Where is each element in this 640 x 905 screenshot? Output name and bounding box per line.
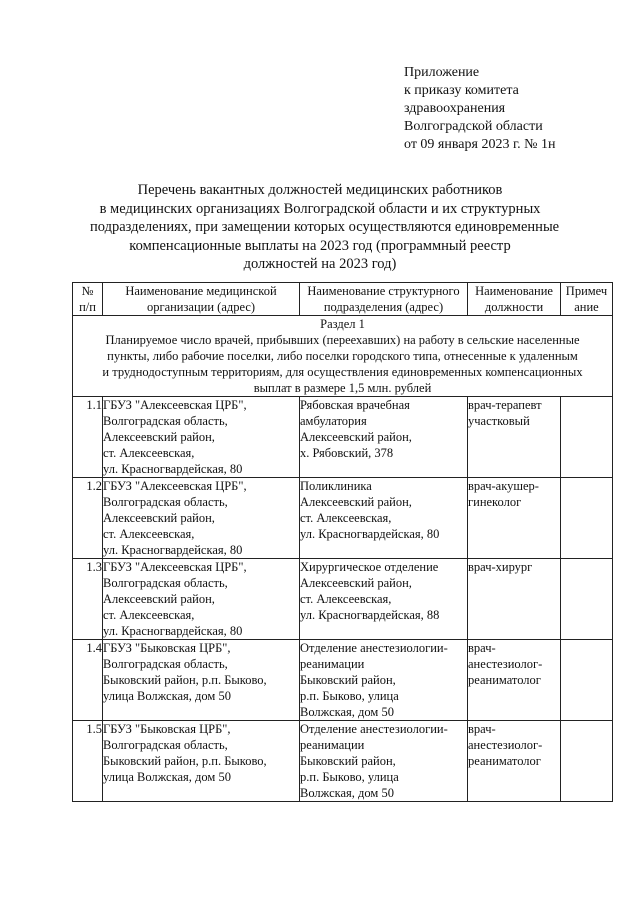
appendix-line: к приказу комитета [404, 83, 519, 98]
position-cell [468, 478, 561, 559]
position-cell-line: анестезиолог- [468, 738, 543, 752]
note-cell [561, 721, 613, 802]
row-number-text: 1.5 [86, 722, 102, 736]
organization-cell-line: ГБУЗ "Алексеевская ЦРБ", [103, 560, 247, 574]
organization-cell [103, 397, 300, 478]
appendix-line: Волгоградской области [404, 119, 543, 134]
unit-cell-line: х. Рябовский, 378 [300, 446, 394, 460]
organization-cell-line: ул. Красногвардейская, 80 [103, 624, 243, 638]
organization-cell-line: ст. Алексеевская, [103, 608, 195, 622]
unit-cell-line: Алексеевский район, [300, 495, 412, 509]
header-organization [103, 283, 300, 316]
organization-cell-line: ГБУЗ "Алексеевская ЦРБ", [103, 398, 247, 412]
organization-cell-line: Алексеевский район, [103, 511, 215, 525]
table-header-row [73, 283, 613, 316]
unit-cell-line: Быковский район, [300, 754, 396, 768]
unit-cell-line: ул. Красногвардейская, 88 [300, 608, 440, 622]
organization-cell [103, 478, 300, 559]
header-position [468, 283, 561, 316]
section-line: и труднодоступным территориям, для осуществления единовременных компенсационных [102, 365, 583, 379]
organization-cell-line: ул. Красногвардейская, 80 [103, 462, 243, 476]
unit-cell [300, 478, 468, 559]
unit-cell [300, 640, 468, 721]
header-text: ание [574, 300, 599, 314]
section-line: пункты, либо рабочие поселки, либо поселки городского типа, отнесенные к удаленным [107, 349, 578, 363]
unit-cell-line: ст. Алексеевская, [300, 511, 392, 525]
appendix-line: Приложение [404, 65, 480, 80]
title-line: Перечень вакантных должностей медицинских работников [137, 182, 503, 198]
appendix-block [404, 64, 555, 154]
unit-cell-line: р.п. Быково, улица [300, 689, 399, 703]
unit-cell-line: Отделение анестезиологии- [300, 722, 448, 736]
unit-cell-line: Быковский район, [300, 673, 396, 687]
organization-cell-line: Волгоградская область, [103, 495, 228, 509]
table-row [73, 721, 613, 802]
header-note [561, 283, 613, 316]
unit-cell [300, 559, 468, 640]
unit-cell-line: Волжская, дом 50 [300, 786, 394, 800]
table-row [73, 397, 613, 478]
table-row [73, 559, 613, 640]
organization-cell-line: ст. Алексеевская, [103, 527, 195, 541]
organization-cell-line: Волгоградская область, [103, 414, 228, 428]
organization-cell-line: ГБУЗ "Алексеевская ЦРБ", [103, 479, 247, 493]
header-text: Наименование [475, 284, 553, 298]
header-unit [300, 283, 468, 316]
header-num [73, 283, 103, 316]
header-text: Примеч [565, 284, 608, 298]
position-cell [468, 559, 561, 640]
organization-cell-line: Быковский район, р.п. Быково, [103, 754, 267, 768]
organization-cell-line: улица Волжская, дом 50 [103, 689, 231, 703]
note-cell [561, 640, 613, 721]
organization-cell [103, 640, 300, 721]
unit-cell [300, 397, 468, 478]
organization-cell-line: ст. Алексеевская, [103, 446, 195, 460]
unit-cell-line: Поликлиника [300, 479, 372, 493]
header-text: подразделения (адрес) [323, 300, 444, 314]
organization-cell-line: ГБУЗ "Быковская ЦРБ", [103, 641, 231, 655]
title-line: подразделениях, при замещении которых осуществляются единовременные [90, 219, 560, 235]
unit-cell-line: Алексеевский район, [300, 430, 412, 444]
position-cell-line: врач- [468, 641, 496, 655]
unit-cell-line: реанимации [300, 657, 365, 671]
row-number-text: 1.3 [86, 560, 102, 574]
note-cell [561, 559, 613, 640]
unit-cell-line: реанимации [300, 738, 365, 752]
row-number-text: 1.4 [86, 641, 102, 655]
position-cell-line: врач-акушер- [468, 479, 539, 493]
unit-cell-line: р.п. Быково, улица [300, 770, 399, 784]
header-text: организации (адрес) [146, 300, 256, 314]
organization-cell-line: ул. Красногвардейская, 80 [103, 543, 243, 557]
table-row [73, 478, 613, 559]
header-text: № [81, 284, 94, 298]
row-number [73, 640, 103, 721]
row-number [73, 559, 103, 640]
organization-cell [103, 721, 300, 802]
position-cell [468, 721, 561, 802]
position-cell-line: анестезиолог- [468, 657, 543, 671]
row-number-text: 1.1 [86, 398, 102, 412]
unit-cell-line: Хирургическое отделение [300, 560, 439, 574]
position-cell [468, 397, 561, 478]
organization-cell-line: Волгоградская область, [103, 657, 228, 671]
organization-cell-line: Алексеевский район, [103, 430, 215, 444]
position-cell-line: участковый [468, 414, 530, 428]
header-text: Наименование медицинской [125, 284, 277, 298]
position-cell [468, 640, 561, 721]
organization-cell-line: Быковский район, р.п. Быково, [103, 673, 267, 687]
row-number [73, 397, 103, 478]
note-cell [561, 478, 613, 559]
table-row [73, 640, 613, 721]
row-number [73, 478, 103, 559]
row-number [73, 721, 103, 802]
organization-cell-line: улица Волжская, дом 50 [103, 770, 231, 784]
row-number-text: 1.2 [86, 479, 102, 493]
organization-cell-line: ГБУЗ "Быковская ЦРБ", [103, 722, 231, 736]
section-line: Планируемое число врачей, прибывших (переехавших) на работу в сельские населенные [105, 333, 580, 347]
unit-cell-line: Отделение анестезиологии- [300, 641, 448, 655]
section-description [73, 316, 613, 397]
title-line: компенсационные выплаты на 2023 год (программный реестр [129, 237, 511, 254]
section-row [73, 316, 613, 397]
unit-cell-line: Рябовская врачебная [300, 398, 410, 412]
appendix-line: от 09 января 2023 г. № 1н [404, 137, 556, 152]
organization-cell-line: Волгоградская область, [103, 576, 228, 590]
organization-cell-line: Алексеевский район, [103, 592, 215, 606]
position-cell-line: реаниматолог [468, 754, 541, 768]
appendix-line: здравоохранения [404, 101, 506, 116]
header-text: Наименование структурного [307, 284, 460, 298]
unit-cell-line: ст. Алексеевская, [300, 592, 392, 606]
position-cell-line: врач-хирург [468, 560, 533, 574]
section-line: выплат в размере 1,5 млн. рублей [253, 381, 432, 395]
section-line: Раздел 1 [320, 317, 365, 331]
organization-cell [103, 559, 300, 640]
header-text: п/п [79, 300, 96, 314]
title-line: должностей на 2023 год) [243, 256, 397, 272]
unit-cell-line: амбулатория [300, 414, 367, 428]
title-line: в медицинских организациях Волгоградской области и их структурных [99, 200, 541, 217]
note-cell [561, 397, 613, 478]
unit-cell-line: ул. Красногвардейская, 80 [300, 527, 440, 541]
header-text: должности [484, 300, 544, 314]
position-cell-line: врач- [468, 722, 496, 736]
unit-cell-line: Волжская, дом 50 [300, 705, 394, 719]
positions-table [72, 282, 613, 802]
unit-cell-line: Алексеевский район, [300, 576, 412, 590]
unit-cell [300, 721, 468, 802]
position-cell-line: реаниматолог [468, 673, 541, 687]
position-cell-line: врач-терапевт [468, 398, 542, 412]
position-cell-line: гинеколог [468, 495, 522, 509]
organization-cell-line: Волгоградская область, [103, 738, 228, 752]
document-title [90, 181, 560, 274]
